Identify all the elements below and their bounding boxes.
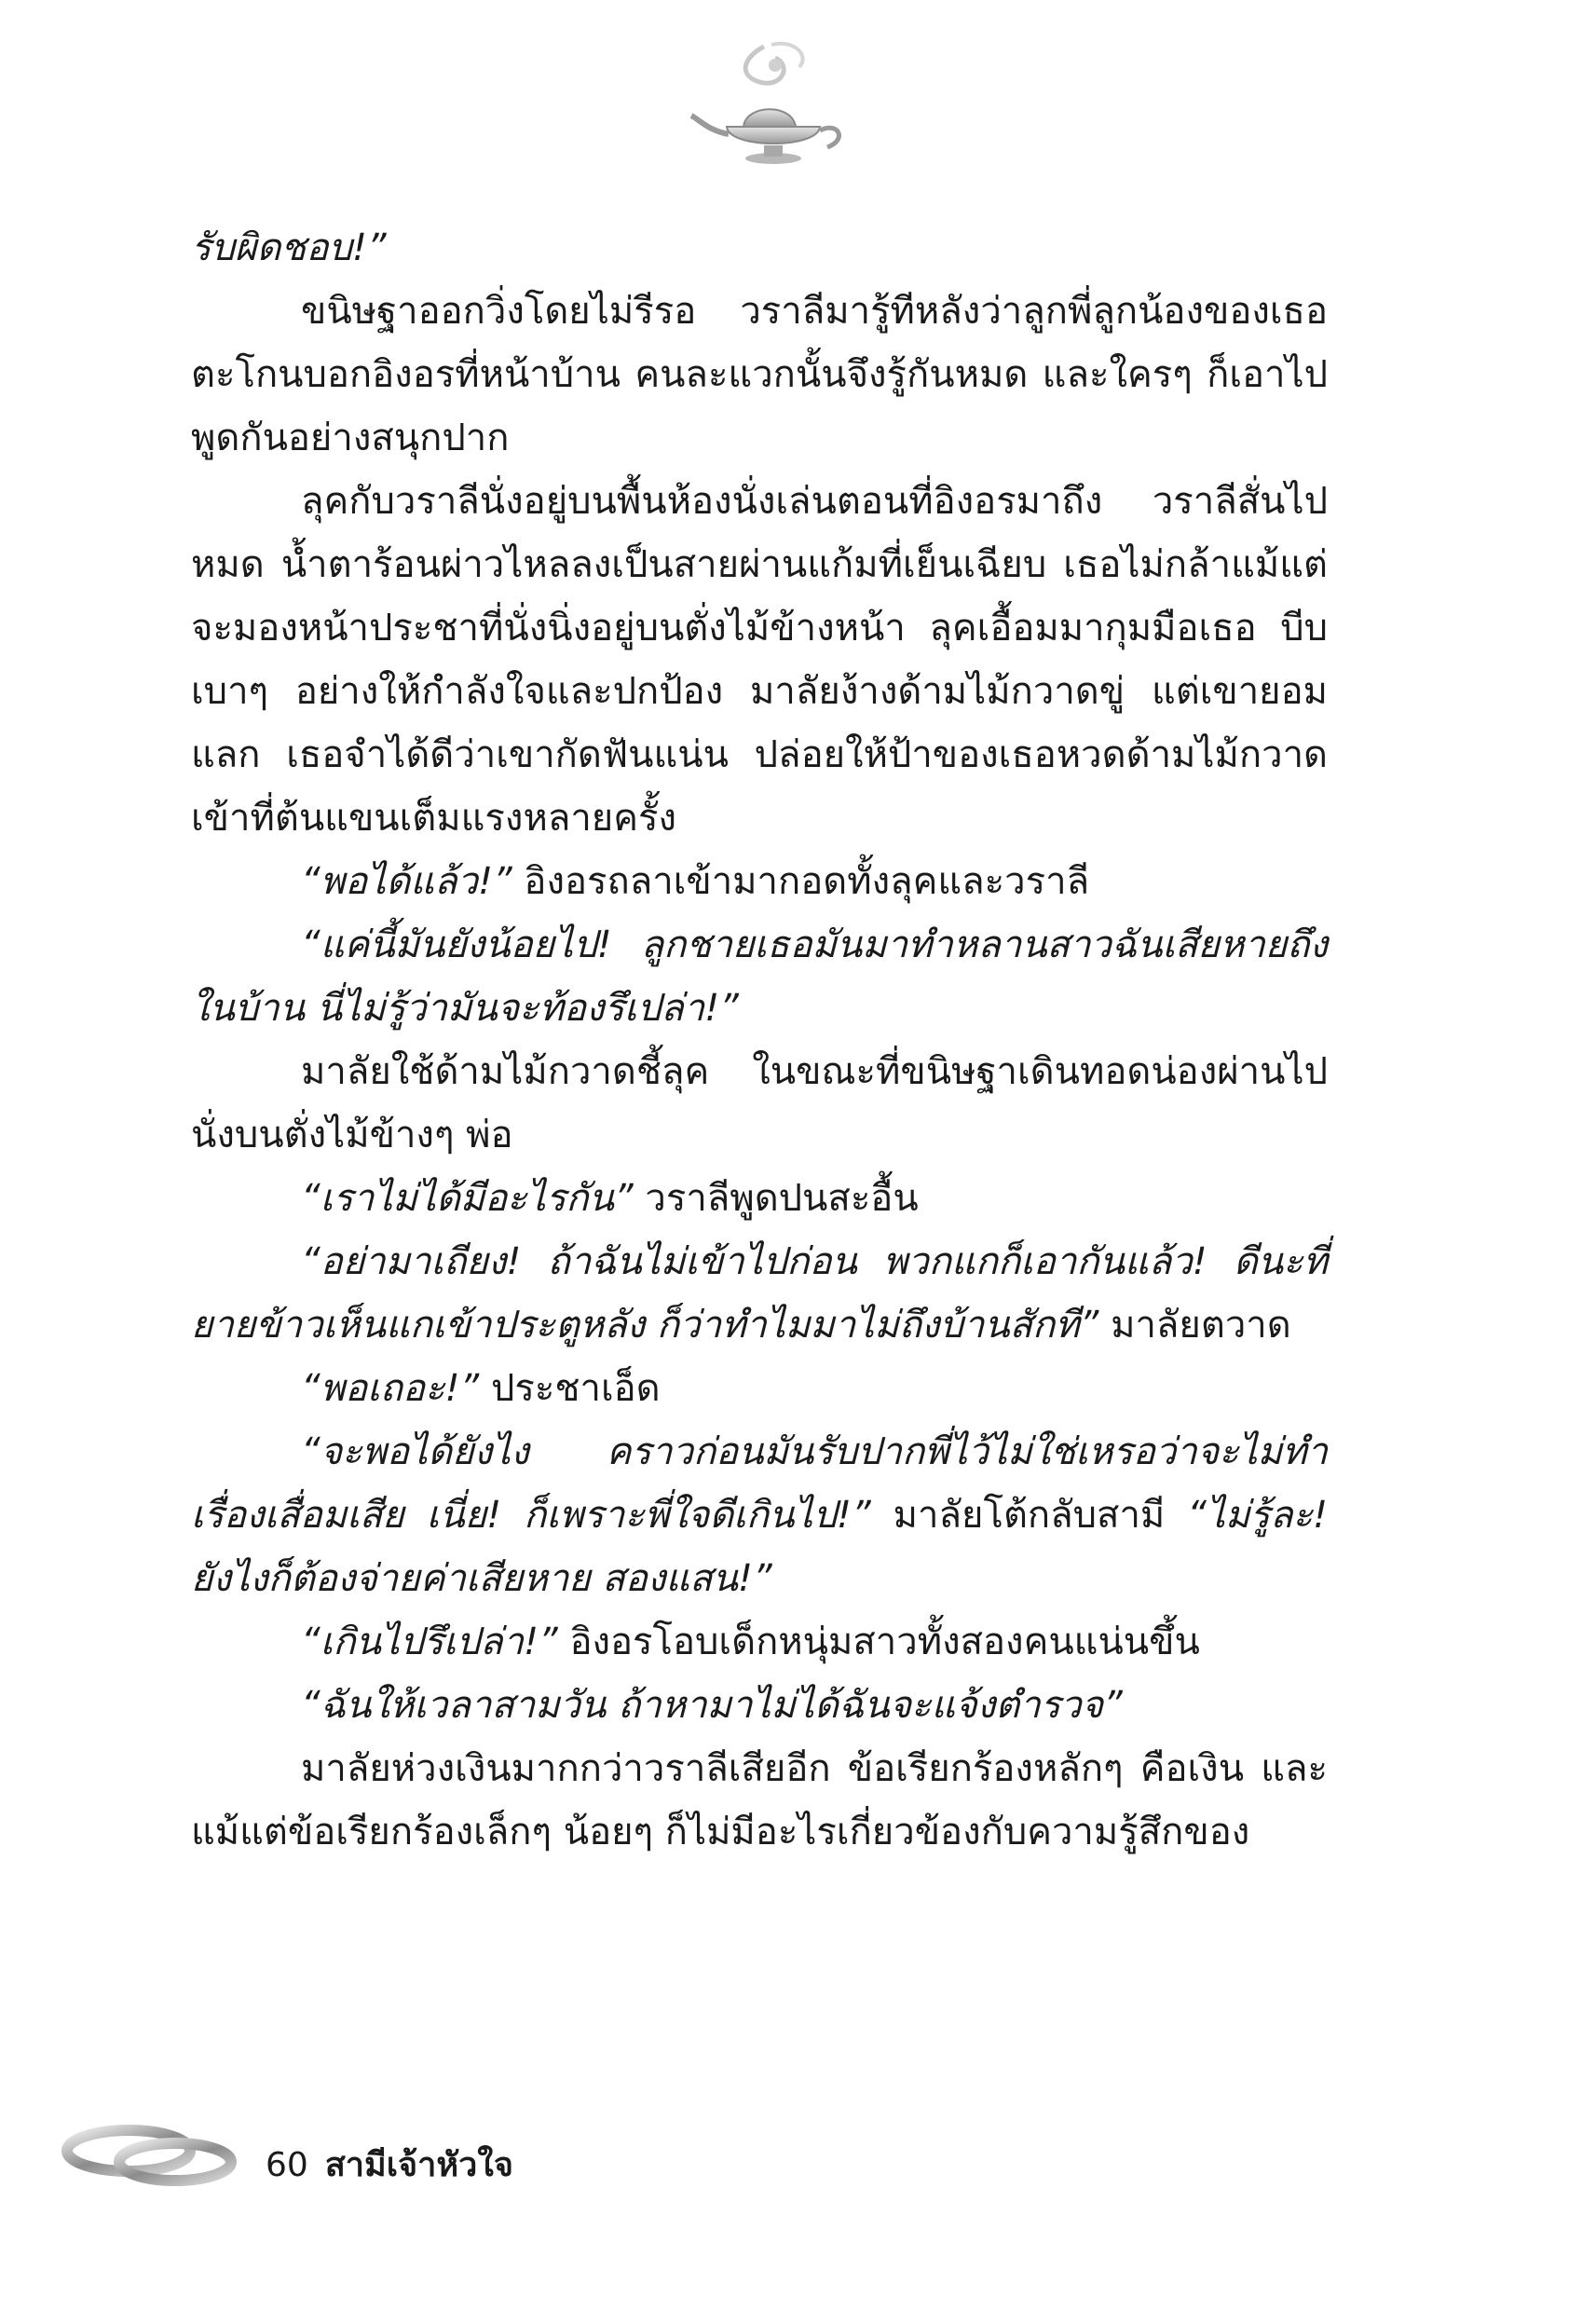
paragraph-p7 [191, 1167, 1328, 1230]
paragraph-p10 [191, 1420, 1328, 1610]
paragraph-p1 [191, 216, 1328, 280]
narration-text: อิงอรโอบเด็กหนุ่มสาวทั้งสองคนแน่นขึ้น [557, 1620, 1200, 1663]
footer-text [266, 2138, 513, 2191]
dialogue-text: “เกินไปรึเปล่า!” [301, 1620, 558, 1663]
paragraph-p12 [191, 1674, 1328, 1737]
narration-text: ลุคกับวราลีนั่งอยู่บนพื้นห้องนั่งเล่นตอนที่อิงอรมาถึง วราลีสั่นไปหมด น้ำตาร้อนผ่าวไหลลงเป็นสายผ่านแก้มที่เย็นเฉียบ เธอไม่กล้าแม้แต่จะมองหน้าประชาที่นั่งนิ่งอยู่บนตั่งไม้ข้างหน้า ลุคเอื้อมมากุมมือเธอ บีบเบาๆ อย่างให้กำลังใจและปกป้อง มาลัยง้างด้ามไม้กวาดขู่ แต่เขายอมแลก เธอจำได้ดีว่าเขากัดฟันแน่น ปล่อยให้ป้าของเธอหวดด้ามไม้กวาดเข้าที่ต้นแขนเต็มแรงหลายครั้ง [191, 480, 1328, 840]
narration-text: มาลัยตวาด [1098, 1304, 1291, 1347]
paragraph-p8 [191, 1230, 1328, 1357]
paragraph-p13 [191, 1737, 1328, 1864]
narration-text: ประชาเอ็ด [479, 1367, 661, 1410]
paragraph-p6 [191, 1040, 1328, 1167]
page-footer [56, 2117, 615, 2192]
paragraph-p4 [191, 850, 1328, 913]
dialogue-text: “แค่นี้มันยังน้อยไป! ลูกชายเธอมันมาทำหลานสาวฉันเสียหายถึงในบ้าน นี่ไม่รู้ว่ามันจะท้องรึเปล่า!” [191, 923, 1328, 1030]
book-title: สามีเจ้าหัวใจ [324, 2146, 513, 2184]
narration-text: มาลัยใช้ด้ามไม้กวาดชี้ลุค ในขณะที่ขนิษฐาเดินทอดน่องผ่านไปนั่งบนตั่งไม้ข้างๆ พ่อ [191, 1050, 1328, 1156]
dialogue-text: “พอเถอะ!” [301, 1367, 480, 1410]
wedding-rings-icon [56, 2117, 242, 2192]
dialogue-text: รับผิดชอบ!” [191, 226, 387, 269]
paragraph-p3 [191, 470, 1328, 850]
dialogue-text: “ไม่รู้ละ! ยังไงก็ต้องจ่ายค่าเสียหาย สองแสน!” [191, 1494, 1328, 1600]
narration-text: มาลัยห่วงเงินมากกว่าวราลีเสียอีก ข้อเรียกร้องหลักๆ คือเงิน และแม้แต่ข้อเรียกร้องเล็กๆ น้อยๆ ก็ไม่มีอะไรเกี่ยวข้องกับความรู้สึกของ [191, 1747, 1328, 1853]
dialogue-text: “พอได้แล้ว!” [301, 860, 512, 903]
paragraph-p9 [191, 1357, 1328, 1420]
dialogue-text: “ฉันให้เวลาสามวัน ถ้าหามาไม่ได้ฉันจะแจ้งตำรวจ” [301, 1684, 1123, 1727]
paragraph-p11 [191, 1610, 1328, 1674]
narration-text: ขนิษฐาออกวิ่งโดยไม่รีรอ วราลีมารู้ทีหลังว่าลูกพี่ลูกน้องของเธอตะโกนบอกอิงอรที่หน้าบ้าน คนละแวกนั้นจึงรู้กันหมด และใครๆ ก็เอาไปพูดกันอย่างสนุกปาก [191, 290, 1328, 459]
narration-text: อิงอรถลาเข้ามากอดทั้งลุคและวราลี [512, 860, 1090, 903]
dialogue-text: “จะพอได้ยังไง คราวก่อนมันรับปากพี่ไว้ไม่ใช่เหรอว่าจะไม่ทำเรื่องเสื่อมเสีย เนี่ย! ก็เพราะพี่ใจดีเกินไป!” [191, 1430, 1328, 1537]
narration-text: วราลีพูดปนสะอื้น [633, 1177, 919, 1220]
page-number: 60 [266, 2146, 308, 2184]
paragraph-p5 [191, 913, 1328, 1040]
narration-text: มาลัยโต้กลับสามี [870, 1494, 1188, 1537]
paragraph-p2 [191, 280, 1328, 470]
dialogue-text: “เราไม่ได้มีอะไรกัน” [301, 1177, 634, 1220]
genie-lamp-icon [671, 37, 857, 177]
body-text [191, 216, 1328, 1864]
dialogue-text: “อย่ามาเถียง! ถ้าฉันไม่เข้าไปก่อน พวกแกก็เอากันแล้ว! ดีนะที่ยายข้าวเห็นแกเข้าประตูหลัง ก็ว่าทำไมมาไม่ถึงบ้านสักที” [191, 1240, 1328, 1347]
